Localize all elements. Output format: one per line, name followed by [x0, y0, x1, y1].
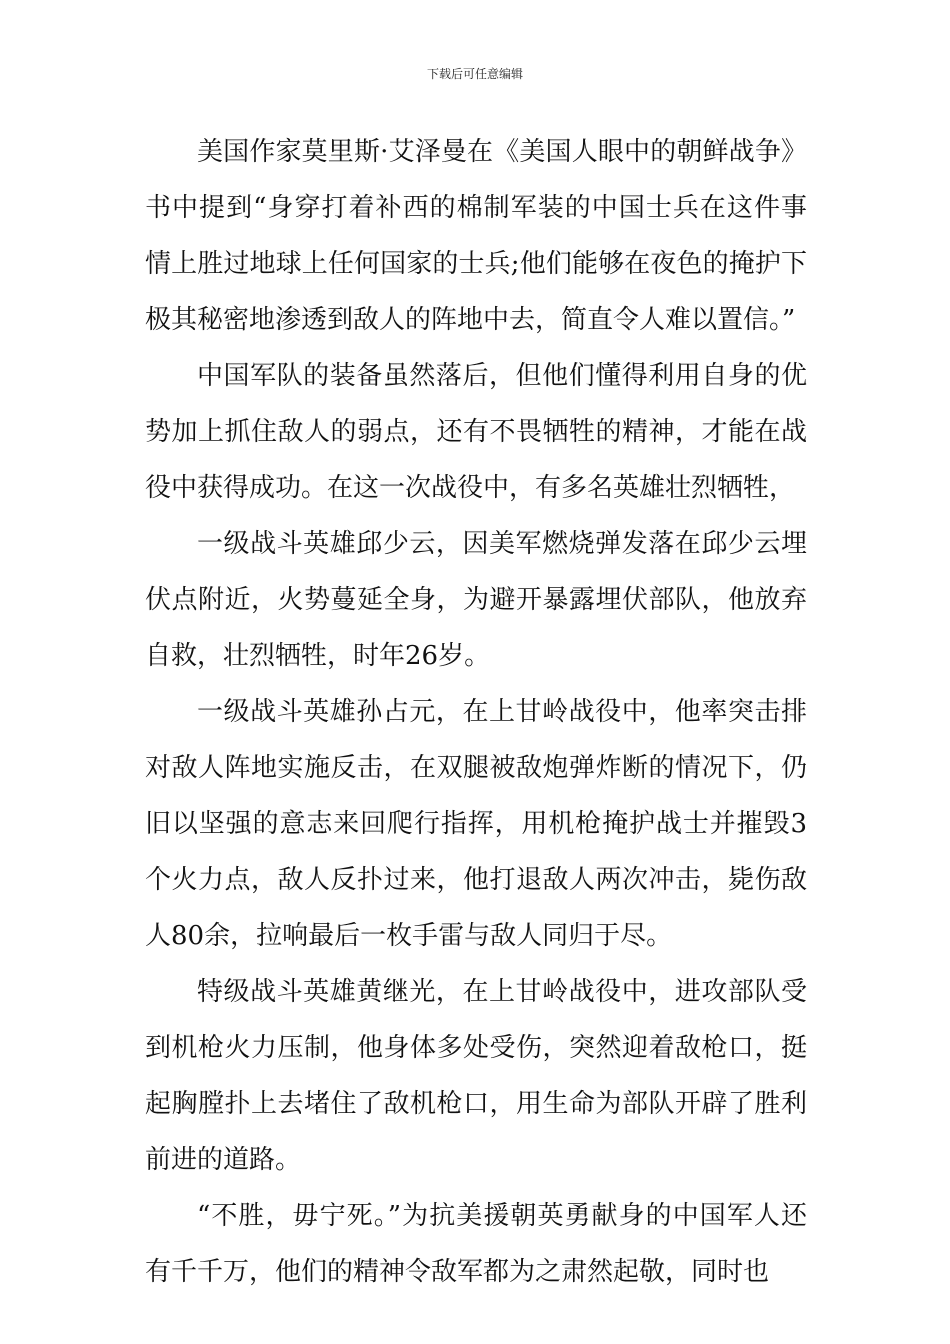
paragraph: 一级战斗英雄邱少云，因美军燃烧弹发落在邱少云埋伏点附近，火势蔓延全身，为避开暴露埋伏部队，他放弃自救，壮烈牺牲，时年26岁。	[145, 529, 807, 671]
paragraph: 特级战斗英雄黄继光，在上甘岭战役中，进攻部队受到机枪火力压制，他身体多处受伤，突然迎着敌枪口，挺起胸膛扑上去堵住了敌机枪口，用生命为部队开辟了胜利前进的道路。	[145, 977, 807, 1175]
document-body	[145, 124, 807, 1300]
page-header-note: 下载后可任意编辑	[426, 67, 523, 81]
paragraph: 美国作家莫里斯·艾泽曼在《美国人眼中的朝鲜战争》书中提到“身穿打着补西的棉制军装的中国士兵在这件事情上胜过地球上任何国家的士兵;他们能够在夜色的掩护下极其秘密地渗透到敌人的阵地中去，简直令人难以置信。”	[145, 137, 807, 335]
paragraph: “不胜，毋宁死。”为抗美援朝英勇献身的中国军人还有千千万，他们的精神令敌军都为之肃然起敬，同时也	[145, 1201, 807, 1287]
paragraph: 一级战斗英雄孙占元，在上甘岭战役中，他率突击排对敌人阵地实施反击，在双腿被敌炮弹炸断的情况下，仍旧以坚强的意志来回爬行指挥，用机枪掩护战士并摧毁3个火力点，敌人反扑过来，他打退敌人两次冲击，毙伤敌人80余，拉响最后一枚手雷与敌人同归于尽。	[145, 697, 807, 951]
paragraph: 中国军队的装备虽然落后，但他们懂得利用自身的优势加上抓住敌人的弱点，还有不畏牺牲的精神，才能在战役中获得成功。在这一次战役中，有多名英雄壮烈牺牲，	[145, 361, 807, 503]
